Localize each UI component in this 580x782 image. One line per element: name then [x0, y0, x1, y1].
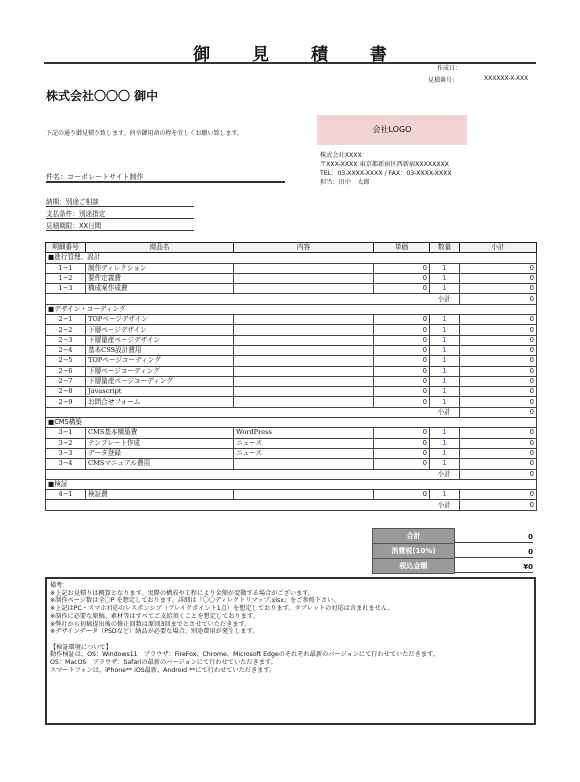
- total-label: 消費税(10%): [372, 543, 455, 559]
- item-name: 下層量産ページコーディング: [86, 376, 234, 386]
- note-line: [50, 636, 531, 644]
- subtotal-row: [46, 500, 537, 510]
- condition-delivery: 納期：別途ご相談: [46, 196, 194, 207]
- subtotal-row: [46, 294, 537, 304]
- item-number: 3−3: [46, 448, 86, 458]
- category-label: ■デザイン・コーディング: [46, 304, 537, 314]
- category-label: ■進行管理、設計: [46, 253, 537, 263]
- item-number: 1−3: [46, 284, 86, 294]
- total-label: 税込金額: [372, 558, 455, 574]
- note-line: 【検証環境について】: [50, 643, 112, 651]
- item-unit-price: 0: [374, 459, 430, 469]
- item-content: [234, 335, 374, 345]
- project-underline: [46, 181, 285, 183]
- item-quantity: 1: [430, 284, 460, 294]
- item-number: 2−7: [46, 376, 86, 386]
- item-unit-price: 0: [374, 376, 430, 386]
- category-label: ■CMS構築: [46, 418, 537, 428]
- item-number: 2−1: [46, 315, 86, 325]
- note-line: OS：MacOS ブラウザ：Safariの最新のバージョンにて行わせていただきます。: [50, 659, 277, 667]
- table-row: [46, 315, 537, 325]
- item-quantity: 1: [430, 345, 460, 355]
- item-content: [234, 356, 374, 366]
- item-name: TOPページコーディング: [86, 356, 234, 366]
- item-total: 0: [460, 376, 537, 386]
- item-quantity: 1: [430, 387, 460, 397]
- item-name: TOPページデザイン: [86, 315, 234, 325]
- item-unit-price: 0: [374, 428, 430, 438]
- item-content: WordPress: [234, 428, 374, 438]
- table-row: [46, 273, 537, 283]
- subtotal-row: [46, 469, 537, 479]
- note-line: ※上記はPC・スマホ対応のレスポンシブ（ブレイクポイント1点）を想定しております。タブレットの対応は含まれません。: [50, 605, 394, 613]
- table-header-row: [46, 243, 537, 253]
- item-content: [234, 376, 374, 386]
- item-total: 0: [460, 284, 537, 294]
- total-value: 0: [455, 528, 533, 543]
- item-name: 基本CSS設計費用: [86, 345, 234, 355]
- note-line: スマートフォンは、iPhone** iOS最新、Android **にて行わせていただきます。: [50, 666, 276, 674]
- header-unit-price: 単価: [374, 243, 430, 253]
- item-number: 2−5: [46, 356, 86, 366]
- document-title: 御 見 積 書: [193, 45, 405, 65]
- item-number: 3−2: [46, 438, 86, 448]
- item-total: 0: [460, 438, 537, 448]
- subtotal-value: 0: [460, 407, 537, 417]
- item-total: 0: [460, 387, 537, 397]
- item-quantity: 1: [430, 356, 460, 366]
- item-number: 4−1: [46, 490, 86, 500]
- item-content: [234, 387, 374, 397]
- client-name: 株式会社〇〇〇 御中: [46, 89, 159, 103]
- item-total: 0: [460, 356, 537, 366]
- item-number: 2−2: [46, 325, 86, 335]
- item-quantity: 1: [430, 366, 460, 376]
- item-unit-price: 0: [374, 325, 430, 335]
- item-content: [234, 345, 374, 355]
- item-quantity: 1: [430, 397, 460, 407]
- item-unit-price: 0: [374, 366, 430, 376]
- item-quantity: 1: [430, 448, 460, 458]
- item-quantity: 1: [430, 438, 460, 448]
- item-name: Javascript: [86, 387, 234, 397]
- item-number: 2−6: [46, 366, 86, 376]
- table-row: [46, 284, 537, 294]
- item-total: 0: [460, 345, 537, 355]
- item-unit-price: 0: [374, 356, 430, 366]
- notes-box: [45, 577, 536, 725]
- estimate-number-value: XXXXXX-X-XXX: [484, 75, 529, 82]
- items-table-body: [46, 253, 537, 510]
- subtotal-value: 0: [460, 500, 537, 510]
- item-content: [234, 366, 374, 376]
- table-row: [46, 428, 537, 438]
- item-unit-price: 0: [374, 263, 430, 273]
- item-total: 0: [460, 273, 537, 283]
- subtotal-value: 0: [460, 469, 537, 479]
- item-name: 下層ページデザイン: [86, 325, 234, 335]
- total-value: 0: [455, 543, 533, 558]
- item-name: CMS基本構築費: [86, 428, 234, 438]
- item-total: 0: [460, 366, 537, 376]
- item-total: 0: [460, 397, 537, 407]
- total-row: [372, 543, 536, 559]
- title-underline: [44, 62, 536, 64]
- table-row: [46, 387, 537, 397]
- item-quantity: 1: [430, 315, 460, 325]
- note-line: ※弊社から初稿提出後の修正回数は原則3回までとさせていただきます。: [50, 620, 251, 628]
- item-number: 2−9: [46, 397, 86, 407]
- table-row: [46, 335, 537, 345]
- item-number: 2−4: [46, 345, 86, 355]
- item-content: [234, 459, 374, 469]
- item-number: 2−8: [46, 387, 86, 397]
- item-total: 0: [460, 490, 537, 500]
- item-name: 構成案作成費: [86, 284, 234, 294]
- item-unit-price: 0: [374, 448, 430, 458]
- item-number: 1−1: [46, 263, 86, 273]
- subtotal-row: [46, 407, 537, 417]
- project-name: 件名：コーポレートサイト制作: [46, 173, 144, 181]
- company-logo: 会社LOGO: [317, 115, 467, 145]
- subtotal-label: 小計: [430, 407, 460, 417]
- header-content: 内容: [234, 243, 374, 253]
- item-name: データ登録: [86, 448, 234, 458]
- note-line: ※制作に必要な原稿、素材等はすべてご支給頂くことを想定しております。: [50, 612, 259, 620]
- total-value: ¥0: [455, 558, 533, 573]
- item-unit-price: 0: [374, 284, 430, 294]
- item-total: 0: [460, 315, 537, 325]
- table-row: [46, 263, 537, 273]
- subtotal-value: 0: [460, 294, 537, 304]
- item-quantity: 1: [430, 490, 460, 500]
- header-subtotal: 小計: [460, 243, 537, 253]
- table-row: [46, 438, 537, 448]
- category-row: [46, 479, 537, 489]
- company-info: [320, 151, 452, 187]
- item-total: 0: [460, 335, 537, 345]
- item-name: 下層量産ページデザイン: [86, 335, 234, 345]
- subtotal-label: 小計: [430, 500, 460, 510]
- item-name: 制作ディレクション: [86, 263, 234, 273]
- table-row: [46, 376, 537, 386]
- total-row: [372, 558, 536, 574]
- category-row: [46, 418, 537, 428]
- item-total: 0: [460, 325, 537, 335]
- item-number: 3−1: [46, 428, 86, 438]
- table-row: [46, 356, 537, 366]
- condition-payment: 支払条件：別途指定: [46, 208, 194, 219]
- table-row: [46, 397, 537, 407]
- item-total: 0: [460, 428, 537, 438]
- item-quantity: 1: [430, 335, 460, 345]
- table-row: [46, 448, 537, 458]
- item-content: [234, 397, 374, 407]
- category-row: [46, 304, 537, 314]
- total-label: 合計: [372, 528, 455, 544]
- header-item-number: 明細番号: [46, 243, 86, 253]
- item-content: [234, 325, 374, 335]
- table-row: [46, 345, 537, 355]
- item-quantity: 1: [430, 376, 460, 386]
- header-quantity: 数量: [430, 243, 460, 253]
- item-unit-price: 0: [374, 335, 430, 345]
- note-line: 動作検証は、OS：Windows11 ブラウザ：FireFox、Chrome、Microsoft Edgeのそれぞれ最新のバージョンにて行わせていただきます。: [50, 651, 439, 659]
- subtotal-label: 小計: [430, 469, 460, 479]
- item-content: [234, 273, 374, 283]
- estimate-number-label: 見積番号：: [428, 77, 459, 84]
- item-quantity: 1: [430, 273, 460, 283]
- item-quantity: 1: [430, 459, 460, 469]
- table-row: [46, 459, 537, 469]
- item-unit-price: 0: [374, 315, 430, 325]
- item-name: 検証費: [86, 490, 234, 500]
- table-row: [46, 325, 537, 335]
- company-address: 〒XXX-XXXX 東京都新宿区西新宿XXXXXXXX: [320, 161, 450, 168]
- item-unit-price: 0: [374, 397, 430, 407]
- note-line: ※デザインデータ（PSDなど）納品が必要な場合、別途費用が発生します。: [50, 628, 259, 636]
- note-line: ※制作ページ数は全〇P を想定しております。詳細は『〇〇ディレクトリマップ.xlsx』をご参照下さい。: [50, 597, 340, 605]
- item-total: 0: [460, 263, 537, 273]
- item-quantity: 1: [430, 263, 460, 273]
- item-name: お問合せフォーム: [86, 397, 234, 407]
- item-total: 0: [460, 448, 537, 458]
- item-content: [234, 263, 374, 273]
- note-line: 備考：: [50, 582, 69, 589]
- item-name: 要件定義費: [86, 273, 234, 283]
- condition-validity: 見積期限：XX日間: [46, 220, 194, 231]
- item-unit-price: 0: [374, 490, 430, 500]
- item-unit-price: 0: [374, 387, 430, 397]
- intro-text: 下記の通り御見積り致します。何卒御用命の程を宜しくお願い致します。: [46, 130, 244, 137]
- item-unit-price: 0: [374, 438, 430, 448]
- items-table: [45, 242, 537, 511]
- item-quantity: 1: [430, 325, 460, 335]
- item-content: ニュース: [234, 438, 374, 448]
- created-date-label: 作成日：: [437, 65, 462, 72]
- company-name: 株式会社XXXX: [320, 152, 362, 159]
- item-number: 2−3: [46, 335, 86, 345]
- company-tel: TEL：03-XXXX-XXXX / FAX：03-XXXX-XXXX: [320, 170, 452, 177]
- item-total: 0: [460, 459, 537, 469]
- item-name: テンプレート作成: [86, 438, 234, 448]
- item-content: [234, 284, 374, 294]
- item-unit-price: 0: [374, 345, 430, 355]
- item-content: ニュース: [234, 448, 374, 458]
- item-number: 1−2: [46, 273, 86, 283]
- table-row: [46, 490, 537, 500]
- item-content: [234, 315, 374, 325]
- total-row: [372, 528, 536, 544]
- subtotal-label: 小計: [430, 294, 460, 304]
- item-name: CMSマニュアル費用: [86, 459, 234, 469]
- category-row: [46, 253, 537, 263]
- item-number: 3−4: [46, 459, 86, 469]
- item-content: [234, 490, 374, 500]
- table-row: [46, 366, 537, 376]
- item-quantity: 1: [430, 428, 460, 438]
- item-name: 下層ページコーディング: [86, 366, 234, 376]
- company-person: 担当：田中 太郎: [320, 179, 370, 186]
- note-line: ※上記お見積りは概算となります。実際の構成や工程により金額が変動する場合がございます。: [50, 589, 315, 597]
- item-unit-price: 0: [374, 273, 430, 283]
- category-label: ■検証: [46, 479, 537, 489]
- header-product-name: 商品名: [86, 243, 234, 253]
